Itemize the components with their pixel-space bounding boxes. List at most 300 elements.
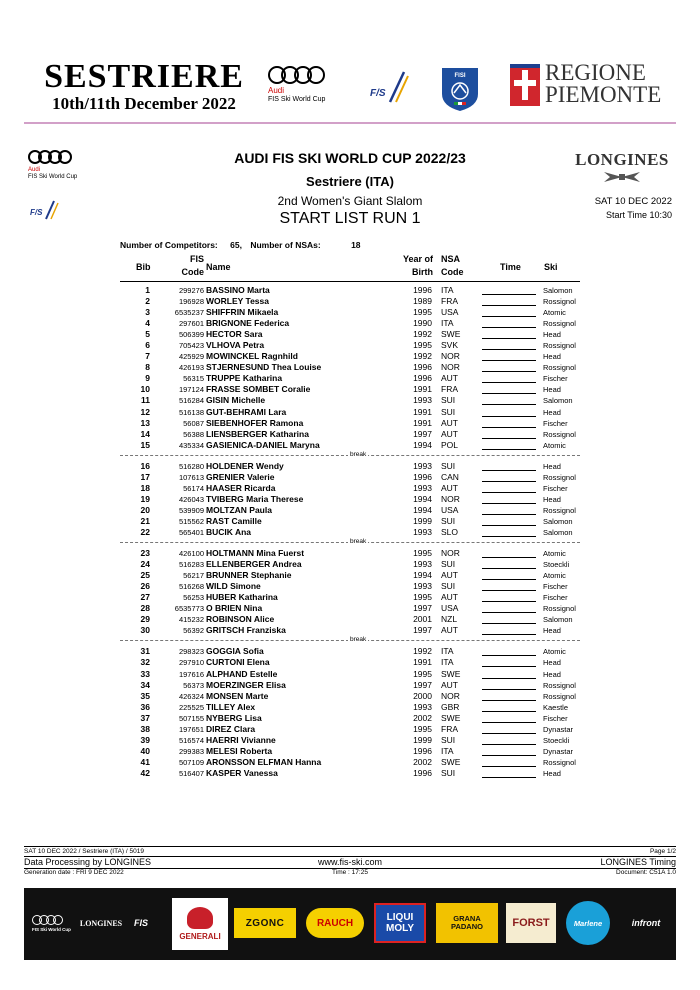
col-ski: Ski [544, 262, 558, 272]
table-row [120, 581, 580, 592]
footer-page: Page 1/2 [649, 848, 676, 855]
birth-year: 1995 [413, 307, 432, 318]
nsa-code: SLO [441, 526, 459, 537]
nsa-code: NOR [441, 362, 460, 373]
time-blank [482, 360, 536, 361]
birth-year: 1994 [413, 504, 432, 515]
birth-year: 1993 [413, 482, 432, 493]
athlete-name: ALPHAND Estelle [206, 668, 278, 679]
athlete-name: RAST Camille [206, 515, 262, 526]
break-separator [120, 538, 580, 548]
birth-year: 1993 [413, 559, 432, 570]
athlete-name: MOWINCKEL Ragnhild [206, 351, 298, 362]
table-row [120, 548, 580, 559]
ski-brand: Dynastar [543, 746, 574, 756]
birth-year: 1992 [413, 351, 432, 362]
ski-brand: Salomon [543, 615, 573, 625]
athlete-name: HAERRI Vivianne [206, 734, 276, 745]
fis-code: 705423 [178, 341, 204, 351]
nsa-code: SUI [441, 581, 456, 592]
fis-code: 225525 [178, 702, 204, 712]
sponsor-fis: FIS [133, 918, 148, 928]
birth-year: 1992 [413, 329, 432, 340]
time-blank [482, 612, 536, 613]
table-row [120, 559, 580, 570]
table-row [120, 329, 580, 340]
fis-code: 516574 [178, 735, 204, 745]
fis-code: 506399 [178, 330, 204, 340]
ski-brand: Stoeckli [543, 560, 570, 570]
ski-brand: Rossignol [543, 472, 576, 482]
fis-code: 197651 [178, 724, 204, 734]
ski-brand: Head [543, 669, 561, 679]
athlete-name: MELESI Roberta [206, 745, 273, 756]
nsa-code: USA [441, 603, 459, 614]
ski-brand: Fischer [543, 374, 568, 384]
birth-year: 1993 [413, 701, 432, 712]
col-fis-code: Code [181, 267, 204, 277]
birth-year: 1995 [413, 548, 432, 559]
col-time: Time [500, 262, 521, 272]
table-row [120, 340, 580, 351]
sponsor-grana-padano: GRANA PADANO [436, 903, 498, 943]
birth-year: 1997 [413, 603, 432, 614]
ski-brand: Dynastar [543, 724, 574, 734]
table-row [120, 494, 580, 505]
athlete-name: NYBERG Lisa [206, 712, 262, 723]
fis-code: 516407 [178, 768, 204, 778]
birth-year: 1999 [413, 734, 432, 745]
bib: 14 [140, 428, 150, 439]
fis-code: 426193 [178, 363, 204, 373]
fis-code: 516280 [178, 461, 204, 471]
birth-year: 2002 [413, 756, 432, 767]
time-blank [482, 393, 536, 394]
list-title: START LIST RUN 1 [279, 210, 421, 227]
start-list-table [120, 285, 580, 779]
athlete-name: DIREZ Clara [206, 723, 256, 734]
fis-code: 516268 [178, 582, 204, 592]
bib: 26 [140, 581, 150, 592]
bib: 20 [140, 504, 150, 515]
table-row [120, 603, 580, 614]
table-row [120, 461, 580, 472]
fis-code: 565401 [178, 527, 204, 537]
birth-year: 1989 [413, 296, 432, 307]
birth-year: 1994 [413, 570, 432, 581]
birth-year: 1993 [413, 460, 432, 471]
footer-data-processing: Data Processing by LONGINES [24, 857, 152, 867]
ski-brand: Head [543, 768, 561, 778]
footer-ref: SAT 10 DEC 2022 / Sestriere (ITA) / 5019 [24, 848, 144, 855]
nsa-code: AUT [441, 373, 458, 384]
venue-name: SESTRIERE [44, 58, 244, 95]
athlete-name: MONSEN Marte [206, 690, 269, 701]
fis-code: 56388 [183, 429, 204, 439]
birth-year: 1995 [413, 668, 432, 679]
table-row [120, 669, 580, 680]
nsa-code: ITA [441, 745, 454, 756]
table-row [120, 735, 580, 746]
ski-brand: Fischer [543, 582, 568, 592]
bib: 4 [145, 318, 150, 329]
time-blank [482, 514, 536, 515]
table-row [120, 724, 580, 735]
event-type: 2nd Women's Giant Slalom [277, 194, 423, 208]
nsa-code: ITA [441, 657, 454, 668]
fis-code: 197616 [178, 669, 204, 679]
event-title: AUDI FIS SKI WORLD CUP 2022/23 [234, 150, 466, 166]
bib: 24 [140, 559, 150, 570]
bib: 39 [140, 734, 150, 745]
ski-brand: Atomic [543, 308, 566, 318]
bib: 36 [140, 701, 150, 712]
banner-divider [24, 122, 676, 124]
athlete-name: HOLDENER Wendy [206, 460, 284, 471]
bib: 29 [140, 614, 150, 625]
time-blank [482, 711, 536, 712]
bib: 7 [145, 351, 150, 362]
competitor-stats: Number of Competitors: 65, Number of NSAs: 18 [120, 240, 361, 250]
region-name: REGIONE PIEMONTE [545, 60, 662, 107]
nsa-code: GBR [441, 701, 460, 712]
col-nsa-code: Code [441, 267, 464, 277]
break-label: break [350, 538, 367, 546]
time-blank [482, 666, 536, 667]
fis-code: 56217 [183, 571, 204, 581]
fis-code: 516283 [178, 560, 204, 570]
bib: 35 [140, 690, 150, 701]
sponsor-audi: FIS Ski World Cup [32, 908, 72, 938]
table-row [120, 318, 580, 329]
time-blank [482, 416, 536, 417]
time-blank [482, 449, 536, 450]
birth-year: 1993 [413, 526, 432, 537]
athlete-name: ROBINSON Alice [206, 614, 275, 625]
athlete-name: SIEBENHOFER Ramona [206, 417, 304, 428]
nsa-code: SWE [441, 756, 461, 767]
athlete-name: TVIBERG Maria Therese [206, 493, 304, 504]
nsa-code: ITA [441, 646, 454, 657]
table-row [120, 516, 580, 527]
nsa-code: AUT [441, 482, 458, 493]
table-header [120, 252, 580, 282]
svg-text:F/S: F/S [30, 208, 43, 217]
sponsor-forst: FORST [506, 903, 556, 943]
table-row [120, 570, 580, 581]
athlete-name: O BRIEN Nina [206, 603, 263, 614]
birth-year: 1993 [413, 395, 432, 406]
birth-year: 1996 [413, 285, 432, 295]
athlete-name: MOLTZAN Paula [206, 504, 272, 515]
birth-year: 2000 [413, 690, 432, 701]
table-row [120, 351, 580, 362]
time-blank [482, 492, 536, 493]
nsa-code: NZL [441, 614, 458, 625]
bib: 9 [145, 373, 150, 384]
birth-year: 1999 [413, 515, 432, 526]
bib: 21 [140, 515, 150, 526]
svg-text:FISI: FISI [454, 73, 466, 79]
time-blank [482, 427, 536, 428]
ski-brand: Rossignol [543, 429, 576, 439]
time-blank [482, 557, 536, 558]
athlete-name: GRENIER Valerie [206, 471, 275, 482]
table-row [120, 362, 580, 373]
athlete-name: KASPER Vanessa [206, 767, 278, 778]
birth-year: 1991 [413, 657, 432, 668]
athlete-name: CURTONI Elena [206, 657, 270, 668]
longines-wings-icon [602, 171, 642, 183]
athlete-name: TILLEY Alex [206, 701, 256, 712]
bib: 17 [140, 471, 150, 482]
fis-code: 197124 [178, 385, 204, 395]
birth-year: 1996 [413, 471, 432, 482]
ski-brand: Stoeckli [543, 735, 570, 745]
fis-code: 6535237 [174, 308, 204, 318]
time-blank [482, 294, 536, 295]
bib: 13 [140, 417, 150, 428]
fis-code: 299276 [178, 286, 204, 295]
time-blank [482, 678, 536, 679]
table-row [120, 483, 580, 494]
fis-code: 56253 [183, 593, 204, 603]
fis-code: 6535773 [174, 604, 204, 614]
sponsor-generali: GENERALI [172, 898, 228, 950]
time-blank [482, 338, 536, 339]
bib: 42 [140, 767, 150, 778]
table-row [120, 527, 580, 538]
ski-brand: Rossignol [543, 363, 576, 373]
bib: 27 [140, 592, 150, 603]
birth-year: 1997 [413, 625, 432, 636]
nsa-code: SUI [441, 395, 456, 406]
nsa-code: FRA [441, 723, 458, 734]
ski-brand: Head [543, 407, 561, 417]
fis-code: 426043 [178, 494, 204, 504]
fis-code: 298323 [178, 647, 204, 657]
time-blank [482, 470, 536, 471]
birth-year: 2002 [413, 712, 432, 723]
time-blank [482, 777, 536, 778]
birth-year: 1991 [413, 406, 432, 417]
ski-brand: Salomon [543, 527, 573, 537]
athlete-name: HAASER Ricarda [206, 482, 276, 493]
nsa-code: SWE [441, 329, 461, 340]
time-blank [482, 481, 536, 482]
fis-code: 515562 [178, 516, 204, 526]
birth-year: 1992 [413, 646, 432, 657]
ski-brand: Salomon [543, 286, 573, 295]
sponsor-rauch: RAUCH [306, 908, 364, 938]
athlete-name: HOLTMANN Mina Fuerst [206, 548, 305, 559]
table-row [120, 395, 580, 406]
bib: 32 [140, 657, 150, 668]
athlete-name: HUBER Katharina [206, 592, 278, 603]
bib: 41 [140, 756, 150, 767]
bib: 15 [140, 439, 150, 450]
table-row [120, 384, 580, 395]
birth-year: 1995 [413, 340, 432, 351]
ski-brand: Atomic [543, 549, 566, 559]
audi-small-logo: Audi FIS Ski World Cup [28, 150, 77, 181]
table-row [120, 713, 580, 724]
birth-year: 1990 [413, 318, 432, 329]
time-blank [482, 766, 536, 767]
nsa-code: SWE [441, 712, 461, 723]
table-row [120, 680, 580, 691]
fis-code: 56174 [183, 483, 204, 493]
footer-divider [24, 846, 676, 847]
fis-small-logo-icon [30, 200, 60, 220]
time-blank [482, 536, 536, 537]
ski-brand: Atomic [543, 571, 566, 581]
ski-brand: Head [543, 626, 561, 636]
nsa-code: POL [441, 439, 459, 450]
bib: 28 [140, 603, 150, 614]
time-blank [482, 623, 536, 624]
ski-brand: Rossignol [543, 297, 576, 307]
ski-brand: Salomon [543, 516, 573, 526]
bib: 5 [145, 329, 150, 340]
fis-code: 415232 [178, 615, 204, 625]
time-blank [482, 655, 536, 656]
bib: 23 [140, 548, 150, 559]
footer-generation: Generation date : FRI 9 DEC 2022 [24, 869, 124, 876]
nsa-code: FRA [441, 384, 458, 395]
table-row [120, 307, 580, 318]
table-row [120, 614, 580, 625]
fis-code: 425929 [178, 352, 204, 362]
audi-rings-small-icon [28, 150, 77, 164]
bib: 11 [141, 395, 150, 406]
athlete-name: SHIFFRIN Mikaela [206, 307, 279, 318]
bib: 19 [140, 493, 150, 504]
col-birth: Birth [412, 267, 433, 277]
birth-year: 1996 [413, 745, 432, 756]
col-bib: Bib [136, 262, 151, 272]
fis-code: 516138 [178, 407, 204, 417]
birth-year: 1991 [413, 384, 432, 395]
athlete-name: WILD Simone [206, 581, 261, 592]
time-blank [482, 438, 536, 439]
time-blank [482, 316, 536, 317]
table-row [120, 296, 580, 307]
nsa-code: SUI [441, 767, 456, 778]
fis-code: 56373 [183, 680, 204, 690]
ski-brand: Rossignol [543, 505, 576, 515]
athlete-name: GUT-BEHRAMI Lara [206, 406, 287, 417]
time-blank [482, 503, 536, 504]
ski-brand: Rossignol [543, 691, 576, 701]
athlete-name: GASIENICA-DANIEL Maryna [206, 439, 320, 450]
sponsor-longines: LONGINES [79, 918, 123, 928]
ski-brand: Head [543, 330, 561, 340]
birth-year: 1996 [413, 767, 432, 778]
table-row [120, 646, 580, 657]
time-blank [482, 634, 536, 635]
fis-code: 507155 [178, 713, 204, 723]
fis-code: 426100 [178, 549, 204, 559]
ski-brand: Atomic [543, 440, 566, 450]
athlete-name: STJERNESUND Thea Louise [206, 362, 322, 373]
birth-year: 1993 [413, 581, 432, 592]
piemonte-shield-icon [510, 64, 540, 106]
bib: 25 [140, 570, 150, 581]
venue-block [44, 60, 244, 114]
nsa-code: SWE [441, 668, 461, 679]
sponsor-liqui-moly: LIQUI MOLY [374, 903, 426, 943]
ski-brand: Head [543, 385, 561, 395]
athlete-name: BRIGNONE Federica [206, 318, 290, 329]
table-row [120, 757, 580, 768]
time-blank [482, 327, 536, 328]
sponsor-zgonc: ZGONC [234, 908, 296, 938]
time-blank [482, 744, 536, 745]
nsa-code: AUT [441, 592, 458, 603]
nsa-code: NOR [441, 493, 460, 504]
break-separator [120, 451, 580, 461]
table-row [120, 592, 580, 603]
athlete-name: ARONSSON ELFMAN Hanna [206, 756, 322, 767]
generali-lion-icon [187, 907, 213, 929]
table-row [120, 657, 580, 668]
ski-brand: Rossignol [543, 604, 576, 614]
birth-year: 1995 [413, 592, 432, 603]
ski-brand: Fischer [543, 713, 568, 723]
ski-brand: Rossignol [543, 319, 576, 329]
sponsor-marlene: Marlene [566, 901, 610, 945]
nsa-code: NOR [441, 351, 460, 362]
bib: 16 [140, 460, 150, 471]
table-row [120, 418, 580, 429]
athlete-name: BRUNNER Stephanie [206, 570, 292, 581]
time-blank [482, 689, 536, 690]
nsa-code: ITA [441, 318, 454, 329]
audi-logo [268, 66, 330, 104]
bib: 37 [140, 712, 150, 723]
nsa-code: AUT [441, 428, 458, 439]
nsa-code: AUT [441, 625, 458, 636]
table-row [120, 285, 580, 296]
fis-code: 507109 [178, 757, 204, 767]
ski-brand: Head [543, 352, 561, 362]
time-blank [482, 568, 536, 569]
fis-code: 435334 [178, 440, 204, 450]
bib: 1 [145, 285, 150, 295]
bib: 2 [145, 296, 150, 307]
table-row [120, 625, 580, 636]
birth-year: 1996 [413, 362, 432, 373]
table-row [120, 407, 580, 418]
nsa-code: CAN [441, 471, 459, 482]
birth-year: 1997 [413, 679, 432, 690]
break-label: break [350, 636, 367, 644]
time-blank [482, 755, 536, 756]
birth-year: 1994 [413, 439, 432, 450]
bib: 10 [140, 384, 150, 395]
nsa-code: SUI [441, 559, 456, 570]
nsa-code: ITA [441, 285, 454, 295]
ski-brand: Fischer [543, 418, 568, 428]
athlete-name: GRITSCH Franziska [206, 625, 286, 636]
table-row [120, 702, 580, 713]
ski-brand: Rossignol [543, 757, 576, 767]
audi-brand: Audi [268, 86, 285, 95]
footer-website[interactable]: www.fis-ski.com [317, 857, 382, 867]
time-blank [482, 700, 536, 701]
athlete-name: VLHOVA Petra [206, 340, 265, 351]
